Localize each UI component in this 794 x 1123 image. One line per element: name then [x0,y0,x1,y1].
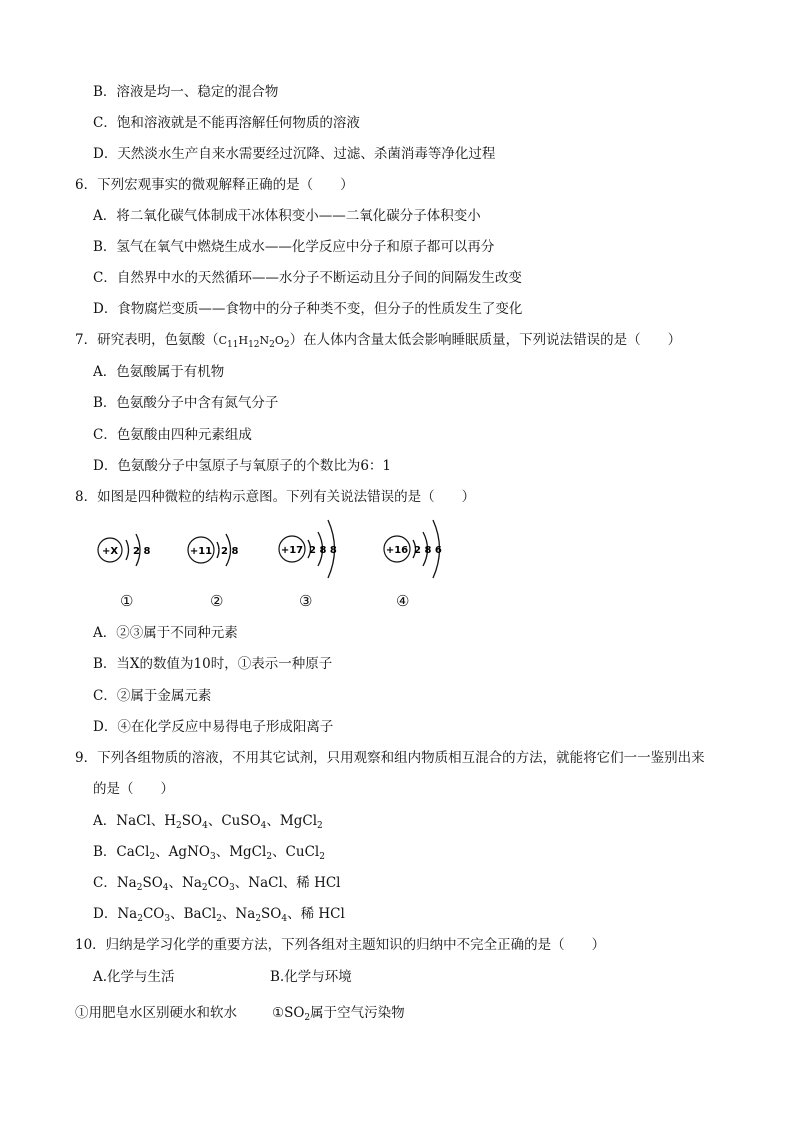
q9-opt-1-part-0: CaCl [116,844,150,860]
q9-opt-1-part-4: 、MgCl [215,844,267,860]
atom-structure-3 [275,512,355,588]
q7-stem-post: ）在人体内含量太低会影响睡眠质量，下列说法错误的是（ ） [289,332,682,348]
option-letter: C． [93,875,117,891]
q9-opt-3-part-9: 4 [281,914,288,924]
q10-row1-b-post: 属于空气污染物 [310,1005,405,1021]
q9-opt-3-part-4: 、BaCl [170,906,217,922]
q8-option-b: B．当X的数值为10时，①表示一种原子 [93,656,333,672]
q9-opt-3-part-6: 、Na [221,906,256,922]
formula-part-4: N [259,334,270,347]
q9-opt-3-part-2: CO [142,906,165,922]
q9-opt-3-part-0: Na [117,906,138,922]
q9-opt-2-part-8: 、NaCl、稀 HCl [234,875,341,891]
q10-row1-b-pre: ①SO [272,1005,305,1021]
q9-opt-3-part-5: 2 [216,914,222,924]
particle-diagram-1 [95,520,165,584]
q6-option-c: C．自然界中水的天然循环——水分子不断运动且分子间的间隔发生改变 [93,270,522,286]
q8-option-a: A．②③属于不同种元素 [93,625,238,641]
q9-opt-0-part-0: NaCl、H [116,813,177,829]
q9-opt-1-part-6: 、CuCl [272,844,320,860]
q9-opt-2-part-0: Na [116,875,137,891]
question-9-stem-line2: 的是（ ） [93,781,174,797]
q7-option-c: C．色氨酸由四种元素组成 [93,427,252,443]
question-8-stem: 8．如图是四种微粒的结构示意图。下列有关说法错误的是（ ） [75,489,476,505]
question-7-stem [75,331,681,354]
q9-opt-3-part-3: 3 [164,914,171,924]
tryptophan-formula [218,334,290,350]
atom-structure-1 [95,520,165,580]
particle-label-3: ③ [299,592,313,610]
particle-diagram-2 [184,520,254,584]
q10-column-a-header: A.化学与生活 [93,969,175,985]
electron-shells-1: 2 8 [133,546,151,557]
formula-part-5: 2 [269,340,275,350]
electron-shells-4: 2 8 6 [414,545,442,556]
nucleus-charge-2: +11 [189,546,213,557]
formula-part-1: 11 [227,340,239,350]
option-d: D．天然淡水生产自来水需要经过沉降、过滤、杀菌消毒等净化过程 [93,146,496,162]
q6-option-b: B．氢气在氧气中燃烧生成水——化学反应中分子和原子都可以再分 [93,239,495,255]
q9-opt-1-part-1: 2 [149,852,156,862]
nucleus-charge-3: +17 [280,545,304,556]
q9-opt-1-part-3: 3 [209,852,216,862]
q6-option-d: D．食物腐烂变质——食物中的分子种类不变，但分子的性质发生了变化 [93,301,523,317]
option-letter: A． [93,813,117,829]
q10-row1-a: ①用肥皂水区别硬水和软水 [75,1005,237,1021]
formula-part-3: 12 [248,340,260,350]
q9-option-c [93,874,341,897]
q9-opt-3-part-1: 2 [137,914,143,924]
q9-opt-2-part-3: 4 [162,883,169,893]
q9-opt-0-part-4: 、CuSO [207,813,261,829]
q9-opt-1-part-2: 、AgNO [155,844,210,860]
q6-option-a: A．将二氧化碳气体制成干冰体积变小——二氧化碳分子体积变小 [93,208,481,224]
q9-opt-3-part-7: 2 [255,914,262,924]
formula-part-0: C [218,334,228,347]
q10-row1-b [272,1004,405,1027]
option-letter: D． [93,906,118,922]
q9-opt-2-part-5: 2 [201,883,208,893]
formula-part-6: O [274,334,284,347]
q9-opt-2-part-4: 、Na [168,875,202,891]
particle-label-1: ① [120,592,134,610]
q9-opt-2-part-6: CO [207,875,230,891]
q9-opt-0-part-2: SO [181,813,203,829]
option-letter: B． [93,844,117,860]
q8-option-d: D．④在化学反应中易得电子形成阳离子 [93,719,334,735]
q9-option-a [93,812,323,835]
option-c: C．饱和溶液就是不能再溶解任何物质的溶液 [93,115,360,131]
q7-option-d: D．色氨酸分子中氢原子与氧原子的个数比为6：1 [93,458,392,474]
particle-diagram-4 [380,512,460,592]
q9-opt-0-part-5: 4 [260,821,267,831]
formula-part-7: 2 [283,340,290,350]
q9-opt-1-part-7: 2 [319,852,325,862]
particle-label-2: ② [210,592,224,610]
particle-label-4: ④ [396,592,410,610]
atom-structure-2 [184,520,254,580]
q9-opt-1-part-5: 2 [266,852,273,862]
q9-opt-0-part-3: 4 [202,821,208,831]
q9-opt-2-part-7: 3 [229,883,235,893]
q10-column-b-header: B.化学与环境 [270,969,352,985]
q7-stem-pre: 7．研究表明，色氨酸（ [75,332,219,348]
formula-part-2: H [238,334,249,347]
q7-option-a: A．色氨酸属于有机物 [93,364,225,380]
q9-opt-2-part-1: 2 [136,883,143,893]
electron-shells-3: 2 8 8 [309,545,337,556]
q10-row1-b-sub: 2 [304,1013,311,1023]
q9-opt-3-part-10: 、稀 HCl [287,906,345,922]
nucleus-charge-1: +X [101,546,119,557]
nucleus-charge-4: +16 [385,545,409,556]
q9-option-d [93,905,345,928]
option-b: B．溶液是均一、稳定的混合物 [93,84,279,100]
question-9-stem-line1: 9．下列各组物质的溶液，不用其它试剂，只用观察和组内物质相互混合的方法，就能将它们一一鉴别出来 [75,750,705,766]
q9-opt-0-part-1: 2 [176,821,182,831]
q9-opt-2-part-2: SO [142,875,163,891]
particle-diagram-3 [275,512,355,592]
question-10-stem: 10．归纳是学习化学的重要方法，下列各组对主题知识的归纳中不完全正确的是（ ） [75,937,606,953]
q9-option-b [93,843,325,866]
question-6-stem: 6．下列宏观事实的微观解释正确的是（ ） [75,177,354,193]
q9-opt-3-part-8: SO [261,906,282,922]
q7-option-b: B．色氨酸分子中含有氮气分子 [93,395,279,411]
q8-option-c: C．②属于金属元素 [93,688,212,704]
q9-opt-0-part-7: 2 [317,821,323,831]
q9-opt-0-part-6: 、MgCl [266,813,318,829]
atom-structure-4 [380,512,460,588]
electron-shells-2: 2 8 [221,546,239,557]
